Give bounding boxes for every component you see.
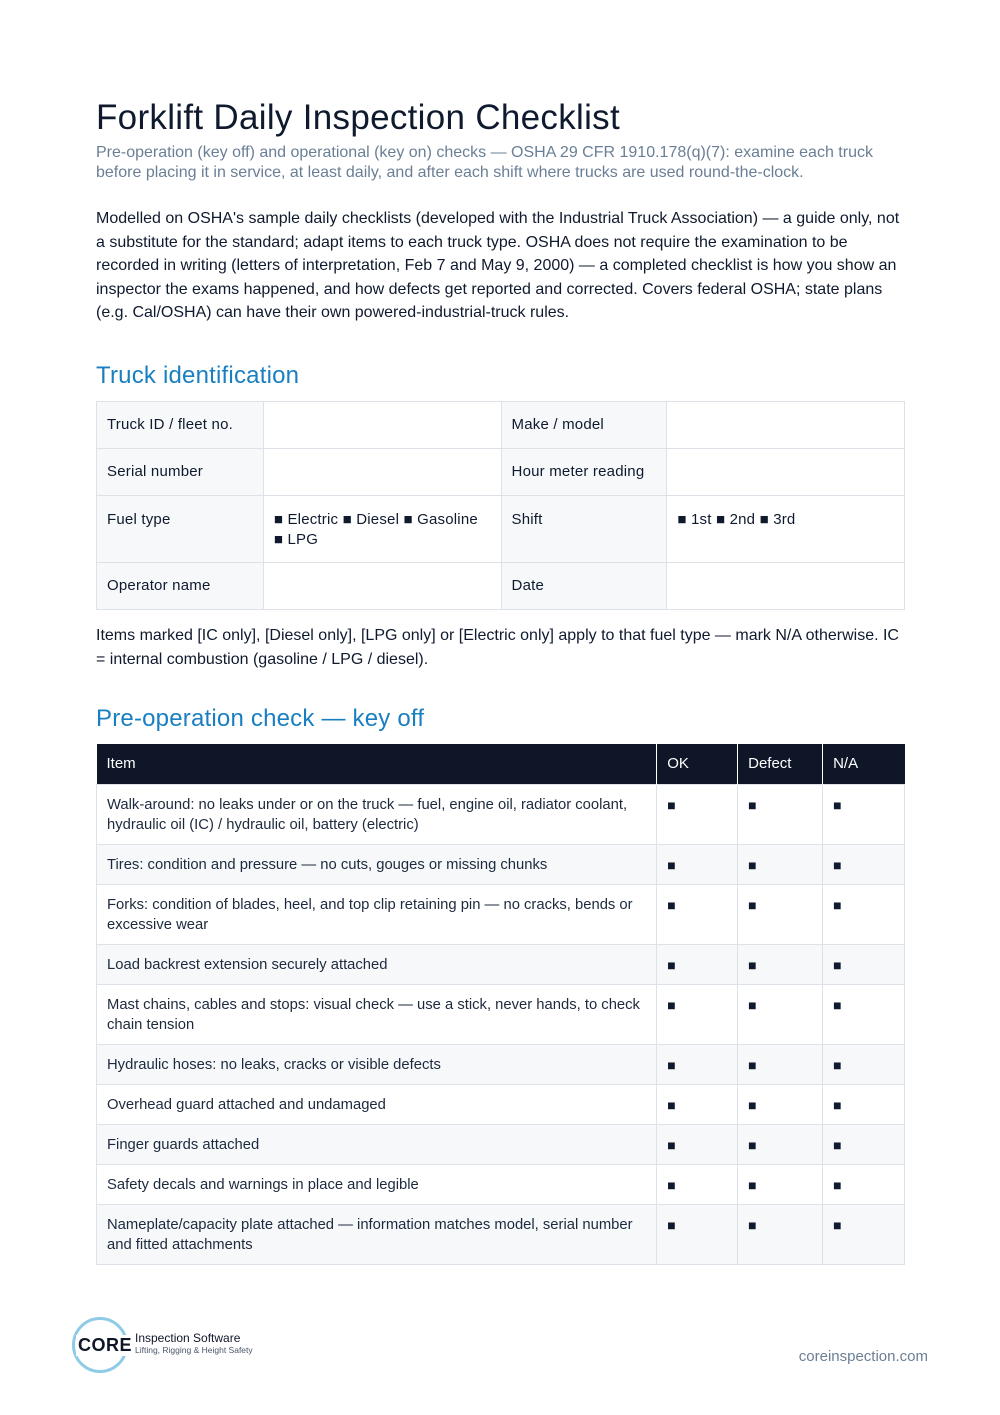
fuel-type-label: Fuel type <box>97 496 264 563</box>
footer-url-link[interactable]: coreinspection.com <box>798 1348 928 1365</box>
make-model-field[interactable] <box>667 402 905 449</box>
na-checkbox[interactable]: ■ <box>823 1124 905 1164</box>
checklist-item-text: Hydraulic hoses: no leaks, cracks or visible defects <box>97 1044 657 1084</box>
defect-checkbox[interactable]: ■ <box>738 1124 823 1164</box>
checklist-item-text: Finger guards attached <box>97 1124 657 1164</box>
defect-checkbox[interactable]: ■ <box>738 1044 823 1084</box>
checklist-row <box>97 1124 905 1164</box>
ok-checkbox[interactable]: ■ <box>657 1124 738 1164</box>
column-header-defect: Defect <box>738 744 823 784</box>
serial-number-field[interactable] <box>263 449 501 496</box>
defect-checkbox[interactable]: ■ <box>738 784 823 844</box>
checklist-row <box>97 884 905 944</box>
checklist-row <box>97 984 905 1044</box>
checklist-item-text: Tires: condition and pressure — no cuts, gouges or missing chunks <box>97 844 657 884</box>
defect-checkbox[interactable]: ■ <box>738 984 823 1044</box>
defect-checkbox[interactable]: ■ <box>738 1084 823 1124</box>
defect-checkbox[interactable]: ■ <box>738 944 823 984</box>
truck-id-label: Truck ID / fleet no. <box>97 402 264 449</box>
logo-tagline: Lifting, Rigging & Height Safety <box>135 1345 253 1355</box>
page-title: Forklift Daily Inspection Checklist <box>96 98 620 137</box>
fuel-type-note: Items marked [IC only], [Diesel only], [LPG only] or [Electric only] apply to that fuel type — mark N/A otherwise. IC = internal combustion (gasoline / LPG / diesel). <box>96 627 899 668</box>
checklist-item-text: Forks: condition of blades, heel, and top clip retaining pin — no cracks, bends or excessive wear <box>97 884 657 944</box>
na-checkbox[interactable]: ■ <box>823 1044 905 1084</box>
column-header-na: N/A <box>823 744 905 784</box>
checklist-row <box>97 1164 905 1204</box>
serial-number-label: Serial number <box>97 449 264 496</box>
date-field[interactable] <box>667 563 905 610</box>
shift-options[interactable]: ■ 1st ■ 2nd ■ 3rd <box>667 496 905 563</box>
checklist-row <box>97 1084 905 1124</box>
hour-meter-field[interactable] <box>667 449 905 496</box>
na-checkbox[interactable]: ■ <box>823 884 905 944</box>
core-logo[interactable] <box>72 1315 272 1375</box>
hour-meter-label: Hour meter reading <box>501 449 667 496</box>
ok-checkbox[interactable]: ■ <box>657 1204 738 1264</box>
checklist-row <box>97 944 905 984</box>
na-checkbox[interactable]: ■ <box>823 1164 905 1204</box>
page-subtitle: Pre-operation (key off) and operational (key on) checks — OSHA 29 CFR 1910.178(q)(7): examine each truck before placing it in service, at least daily, and after each shift where trucks are used round-the-clock. <box>96 144 873 181</box>
na-checkbox[interactable]: ■ <box>823 844 905 884</box>
ok-checkbox[interactable]: ■ <box>657 784 738 844</box>
defect-checkbox[interactable]: ■ <box>738 844 823 884</box>
section-heading-truck-identification: Truck identification <box>96 362 300 389</box>
defect-checkbox[interactable]: ■ <box>738 1164 823 1204</box>
checklist-item-text: Load backrest extension securely attached <box>97 944 657 984</box>
ok-checkbox[interactable]: ■ <box>657 1044 738 1084</box>
logo-product-name: Inspection Software <box>135 1331 241 1345</box>
checklist-item-text: Nameplate/capacity plate attached — information matches model, serial number and fitted attachments <box>97 1204 657 1264</box>
checklist-row <box>97 784 905 844</box>
ok-checkbox[interactable]: ■ <box>657 1084 738 1124</box>
shift-label: Shift <box>501 496 667 563</box>
date-label: Date <box>501 563 667 610</box>
ok-checkbox[interactable]: ■ <box>657 1164 738 1204</box>
checklist-row <box>97 844 905 884</box>
checklist-item-text: Overhead guard attached and undamaged <box>97 1084 657 1124</box>
checklist-row <box>97 1044 905 1084</box>
defect-checkbox[interactable]: ■ <box>738 884 823 944</box>
na-checkbox[interactable]: ■ <box>823 1084 905 1124</box>
na-checkbox[interactable]: ■ <box>823 784 905 844</box>
fuel-type-options[interactable]: ■ Electric ■ Diesel ■ Gasoline ■ LPG <box>263 496 501 563</box>
ok-checkbox[interactable]: ■ <box>657 884 738 944</box>
defect-checkbox[interactable]: ■ <box>738 1204 823 1264</box>
na-checkbox[interactable]: ■ <box>823 984 905 1044</box>
ok-checkbox[interactable]: ■ <box>657 844 738 884</box>
ok-checkbox[interactable]: ■ <box>657 944 738 984</box>
checklist-item-text: Walk-around: no leaks under or on the truck — fuel, engine oil, radiator coolant, hydraulic oil (IC) / hydraulic oil, battery (electric) <box>97 784 657 844</box>
column-header-item: Item <box>97 744 657 784</box>
truck-identification-table <box>96 401 905 610</box>
na-checkbox[interactable]: ■ <box>823 944 905 984</box>
operator-name-field[interactable] <box>263 563 501 610</box>
column-header-ok: OK <box>657 744 738 784</box>
intro-paragraph: Modelled on OSHA's sample daily checklists (developed with the Industrial Truck Association) — a guide only, not a substitute for the standard; adapt items to each truck type. OSHA does not require the examination to be recorded in writing (letters of interpretation, Feb 7 and May 9, 2000) — a completed checklist is how you show an inspector the exams happened, and how defects get reported and corrected. Covers federal OSHA; state plans (e.g. Cal/OSHA) can have their own powered-industrial-truck rules. <box>96 210 900 322</box>
pre-operation-checklist-table <box>96 744 905 1265</box>
section-heading-pre-operation: Pre-operation check — key off <box>96 705 425 732</box>
checklist-item-text: Mast chains, cables and stops: visual check — use a stick, never hands, to check chain tension <box>97 984 657 1044</box>
operator-name-label: Operator name <box>97 563 264 610</box>
truck-id-field[interactable] <box>263 402 501 449</box>
ok-checkbox[interactable]: ■ <box>657 984 738 1044</box>
make-model-label: Make / model <box>501 402 667 449</box>
checklist-row <box>97 1204 905 1264</box>
logo-wordmark: CORE <box>78 1335 133 1355</box>
checklist-item-text: Safety decals and warnings in place and legible <box>97 1164 657 1204</box>
na-checkbox[interactable]: ■ <box>823 1204 905 1264</box>
